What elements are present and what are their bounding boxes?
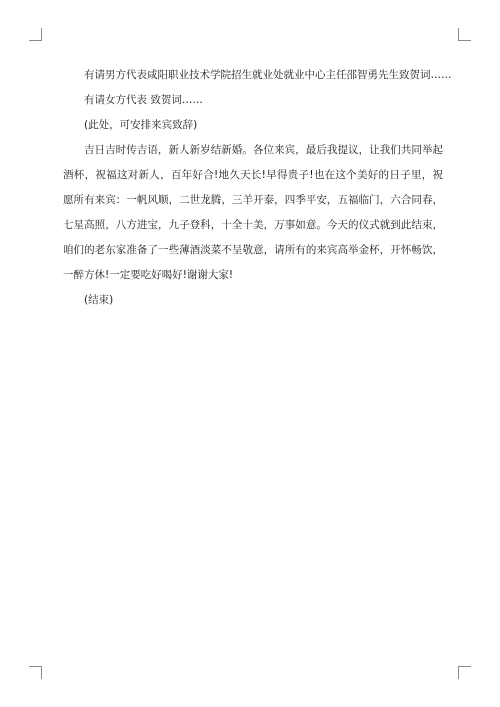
- paragraph-guest-speech-note: (此处，可安排来宾致辞): [84, 119, 198, 131]
- crop-mark-top-right: [458, 28, 471, 41]
- crop-mark-bottom-left: [29, 666, 42, 679]
- paragraph-bride-representative: 有请女方代表 致贺词……: [84, 94, 203, 106]
- crop-mark-bottom-right: [458, 666, 471, 679]
- document-body: [63, 63, 452, 313]
- paragraph-closing-toast: 吉日吉时传吉语，新人新岁结新婚。各位来宾，最后我提议，让我们共同举起酒杯，祝福这对新人，百年好合!地久天长!早得贵子!也在这个美好的日子里，祝愿所有来宾：一帆风顺，二世龙腾，三羊开泰，四季平安，五福临门，六合同春，七星高照，八方进宝，九子登科，十全十美，万事如意。今天的仪式就到此结束，咱们的老东家准备了一些薄酒淡菜不呈敬意，请所有的来宾高举金杯，开怀畅饮，一醉方休!一定要吃好喝好!谢谢大家!: [63, 144, 443, 281]
- crop-mark-top-left: [29, 28, 42, 41]
- paragraph-end: (结束): [84, 294, 114, 306]
- paragraph-groom-representative: 有请男方代表咸阳职业技术学院招生就业处就业中心主任邵智勇先生致贺词……: [84, 69, 452, 81]
